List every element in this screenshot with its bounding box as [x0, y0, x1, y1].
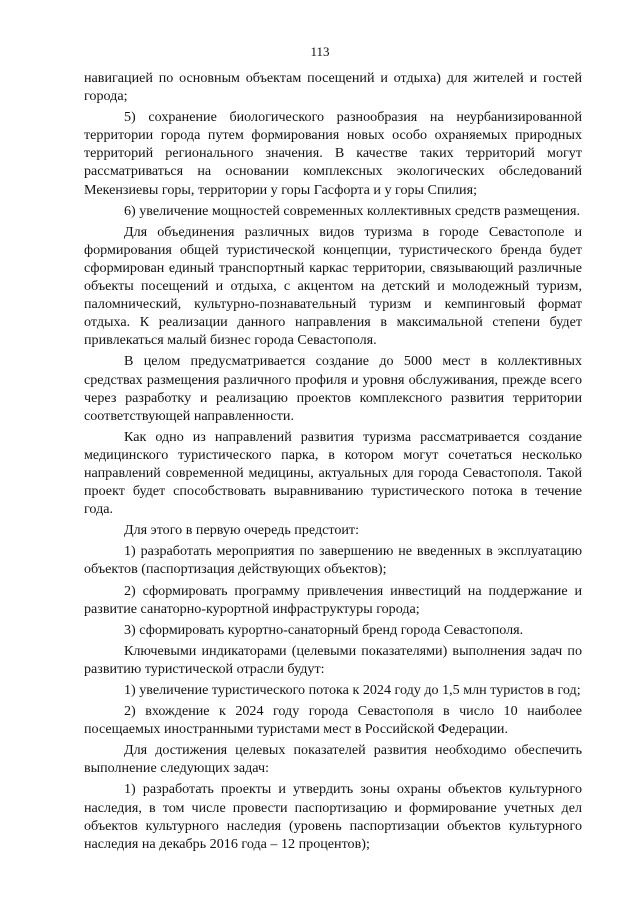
page-number: 113 — [310, 44, 330, 59]
paragraph-7: Для этого в первую очередь предстоит: — [124, 522, 360, 539]
document-body — [84, 69, 582, 853]
paragraph-3: 6) увеличение мощностей современных коллективных средств размещения. — [124, 202, 581, 219]
paragraph-8: 1) разработать мероприятия по завершению не введенных в эксплуатацию объектов (паспортизация действующих объектов); — [84, 543, 582, 578]
paragraph-12: 1) увеличение туристического потока к 2024 году до 1,5 млн туристов в год; — [124, 682, 581, 698]
paragraph-5: В целом предусматривается создание до 5000 мест в коллективных средствах размещения различного профиля и уровня обслуживания, прежде всего через разработку и реализацию проектов комплексного развития территории соответствующей направленности. — [84, 353, 582, 424]
paragraph-2: 5) сохранение биологического разнообразия на неурбанизированной территории города путем формирования новых особо охраняемых природных территорий регионального значения. В качестве таких территорий могут рассматриваться на основании комплексных экологических обследований Мекензиевы горы, территории у горы Гасфорта и у горы Спилия; — [84, 109, 582, 198]
paragraph-9: 2) сформировать программу привлечения инвестиций на поддержание и развитие санаторно-курортной инфраструктуры города; — [84, 582, 582, 617]
paragraph-1: навигацией по основным объектам посещений и отдыха) для жителей и гостей города; — [84, 70, 582, 105]
paragraph-11: Ключевыми индикаторами (целевыми показателями) выполнения задач по развитию туристической отрасли будут: — [84, 642, 582, 677]
paragraph-15: 1) разработать проекты и утвердить зоны охраны объектов культурного наследия, в том числе провести паспортизацию и формирование учетных дел объектов культурного наследия (уровень паспортизации объектов культурного наследия на декабрь 2016 года – 12 процентов); — [84, 781, 582, 852]
paragraph-13: 2) вхождение к 2024 году города Севастополя в число 10 наиболее посещаемых иностранными туристами мест в Российской Федерации. — [84, 703, 582, 738]
paragraph-4: Для объединения различных видов туризма в городе Севастополе и формирования общей туристической концепции, туристического бренда будет сформирован единый транспортный каркас территории, связывающий различные объекты посещений и отдыха, с акцентом на детский и молодежный туризм, паломнический, культурно-познавательный туризм и кемпинговый формат отдыха. К реализации данного направления в максимальной степени будет привлекаться малый бизнес города Севастополя. — [84, 223, 582, 349]
paragraph-14: Для достижения целевых показателей развития необходимо обеспечить выполнение следующих задач: — [84, 742, 582, 777]
paragraph-6: Как одно из направлений развития туризма рассматривается создание медицинского туристического парка, в котором могут сочетаться несколько направлений современной медицины, актуальных для города Севастополя. Такой проект будет способствовать выравниванию туристического потока в течение года. — [84, 428, 582, 518]
paragraph-10: 3) сформировать курортно-санаторный бренд города Севастополя. — [124, 621, 524, 638]
